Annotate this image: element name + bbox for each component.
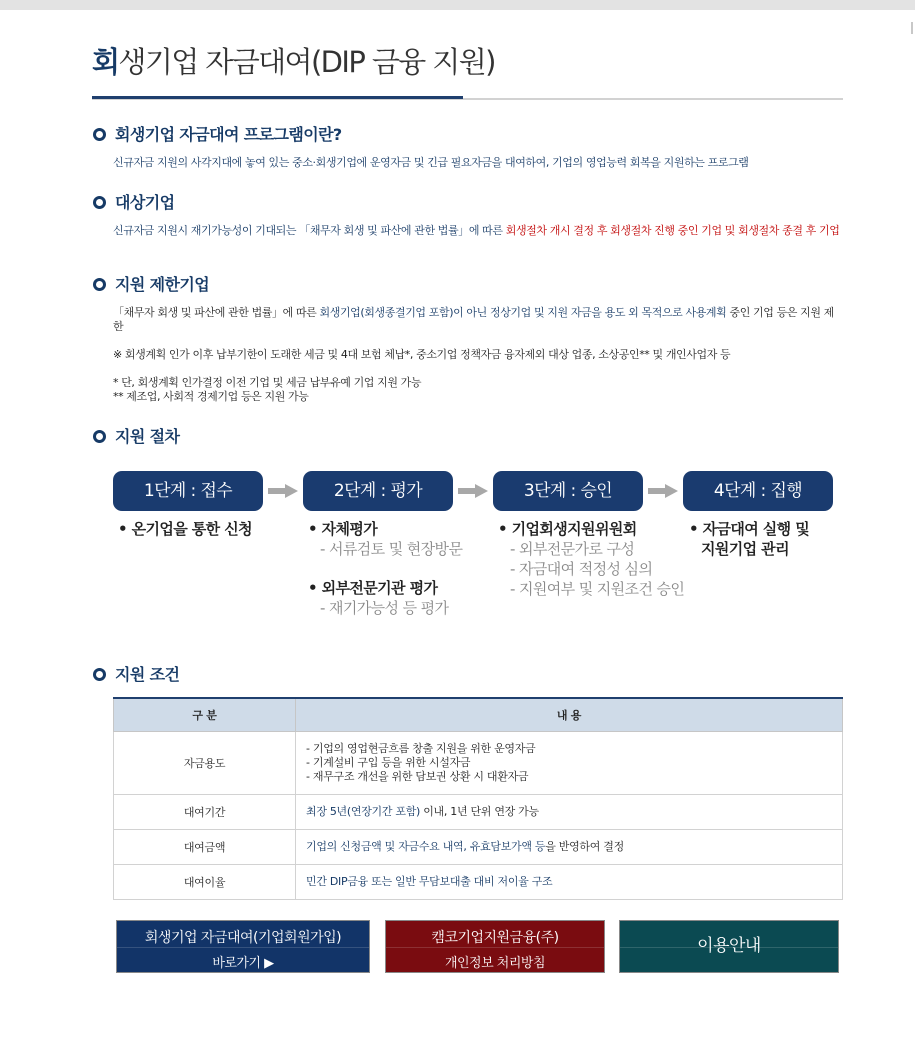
table-row-highlight: 최장 5년(연장기간 포함) (306, 804, 421, 818)
table-row-text: 을 반영하여 결정 (545, 839, 624, 853)
step-2-box: 2단계 : 평가 (303, 471, 453, 511)
step-arrow-icon (458, 484, 488, 498)
table-row-line: - 재무구조 개선을 위한 담보권 상환 시 대환자금 (306, 769, 529, 783)
step-3-sub-2: - 자금대여 적정성 심의 (510, 560, 653, 578)
section-title-procedure-text: 지원 절차 (115, 427, 180, 446)
table-row-content (296, 864, 843, 899)
section-title-target-text: 대상기업 (115, 193, 175, 212)
step-3-sub-3: - 지원여부 및 지원조건 승인 (510, 580, 685, 598)
restriction-text-b: 회생기업(회생종결기업 포함)이 아닌 정상기업 및 지원 자금을 용도 외 목적으로 사용계획 (319, 306, 727, 319)
table-row-highlight: 민간 DIP금융 또는 일반 무담보대출 대비 저이율 구조 (306, 874, 553, 888)
step-2-main-2: • 외부전문기관 평가 (308, 579, 438, 597)
table-row (114, 864, 843, 899)
join-shortcut-button[interactable] (116, 920, 370, 973)
section-bullet-icon (93, 278, 106, 291)
step-4-box: 4단계 : 집행 (683, 471, 833, 511)
step-2-main-1: • 자체평가 (308, 520, 378, 538)
table-header-category: 구 분 (114, 698, 296, 731)
page-title-rest: 생기업 자금대여(DIP 금융 지원) (118, 45, 495, 79)
scroll-edge-mark (911, 22, 913, 34)
step-2-sub-1: - 서류검토 및 현장방문 (320, 540, 463, 558)
step-arrow-icon (648, 484, 678, 498)
section-title-procedure (93, 427, 179, 447)
table-row-text: 이내, 1년 단위 연장 가능 (420, 804, 539, 818)
section-bullet-icon (93, 128, 106, 141)
target-text-blue: 신규자금 지원시 재기가능성이 기대되는 「채무자 회생 및 파산에 관한 법률」에 따른 (113, 224, 506, 237)
restriction-note-1: ※ 회생계획 인가 이후 납부기한이 도래한 세금 및 4대 보험 체납*, 중소기업 정책자금 융자제외 대상 업종, 소상공인** 및 개인사업자 등 (113, 348, 731, 361)
restriction-text (113, 306, 843, 334)
step-3-sub-1: - 외부전문가로 구성 (510, 540, 635, 558)
step-4-main-2: 지원기업 관리 (701, 540, 789, 558)
table-row (114, 731, 843, 794)
usage-guide-button[interactable] (619, 920, 839, 973)
table-header-content: 내 용 (296, 698, 843, 731)
step-4-detail (689, 519, 809, 559)
target-text (113, 224, 843, 238)
section-title-restriction-text: 지원 제한기업 (115, 275, 210, 294)
step-3-main: • 기업회생지원위원회 (498, 520, 637, 538)
step-1-main: • 온기업을 통한 신청 (118, 520, 252, 538)
restriction-note-2: * 단, 회생계획 인가결정 이전 기업 및 세금 납부유예 기업 지원 가능 (113, 376, 422, 389)
restriction-text-c: 중인 기업 등은 지원 제한 (113, 306, 834, 333)
privacy-policy-button[interactable] (385, 920, 605, 973)
step-1-detail (118, 519, 252, 539)
section-bullet-icon (93, 668, 106, 681)
section-title-target (93, 193, 174, 213)
table-row-content (296, 829, 843, 864)
step-arrow-icon (268, 484, 298, 498)
table-row-content (296, 794, 843, 829)
section-title-intro (93, 125, 342, 145)
table-row-label: 대여이율 (114, 864, 296, 899)
target-text-red: 회생절차 개시 결정 후 회생절차 진행 중인 기업 및 회생절차 종결 후 기업 (505, 224, 840, 237)
step-1-box: 1단계 : 접수 (113, 471, 263, 511)
section-title-conditions-text: 지원 조건 (115, 665, 180, 684)
title-divider-accent (92, 96, 463, 99)
section-title-restriction (93, 275, 209, 295)
privacy-button-sublabel: 개인정보 처리방침 (444, 956, 546, 971)
section-bullet-icon (93, 430, 106, 443)
table-row-label: 자금용도 (114, 731, 296, 794)
table-row-label: 대여금액 (114, 829, 296, 864)
intro-text: 신규자금 지원의 사각지대에 놓여 있는 중소·회생기업에 운영자금 및 긴급 필요자금을 대여하여, 기업의 영업능력 회복을 지원하는 프로그램 (113, 156, 749, 169)
page-title (92, 40, 495, 81)
section-title-intro-text: 회생기업 자금대여 프로그램이란? (115, 125, 342, 144)
restriction-note-3: ** 제조업, 사회적 경제기업 등은 지원 가능 (113, 390, 309, 403)
guide-button-label: 이용안내 (697, 936, 761, 956)
join-button-sublabel: 바로가기 ▶ (212, 956, 274, 971)
step-2-detail (308, 519, 462, 618)
step-4-main-1: • 자금대여 실행 및 (689, 520, 810, 538)
page-title-first-char: 회 (92, 45, 119, 79)
top-bar (0, 0, 915, 10)
table-row-label: 대여기간 (114, 794, 296, 829)
restriction-text-a: 「채무자 회생 및 파산에 관한 법률」에 따른 (113, 306, 320, 319)
table-row (114, 794, 843, 829)
section-bullet-icon (93, 196, 106, 209)
step-2-sub-2: - 재기가능성 등 평가 (320, 599, 449, 617)
table-row-line: - 기계설비 구입 등을 위한 시설자금 (306, 755, 471, 769)
table-row-content (296, 731, 843, 794)
join-button-label: 회생기업 자금대여(기업회원가입) (144, 930, 342, 946)
privacy-button-label: 캠코기업지원금융(주) (431, 930, 559, 946)
section-title-conditions (93, 665, 179, 685)
table-row-highlight: 기업의 신청금액 및 자금수요 내역, 유효담보가액 등 (306, 839, 546, 853)
step-3-detail (498, 519, 684, 599)
table-header-row (114, 698, 843, 731)
table-row-line: - 기업의 영업현금흐름 창출 지원을 위한 운영자금 (306, 741, 536, 755)
table-row (114, 829, 843, 864)
conditions-table (113, 697, 843, 900)
step-3-box: 3단계 : 승인 (493, 471, 643, 511)
